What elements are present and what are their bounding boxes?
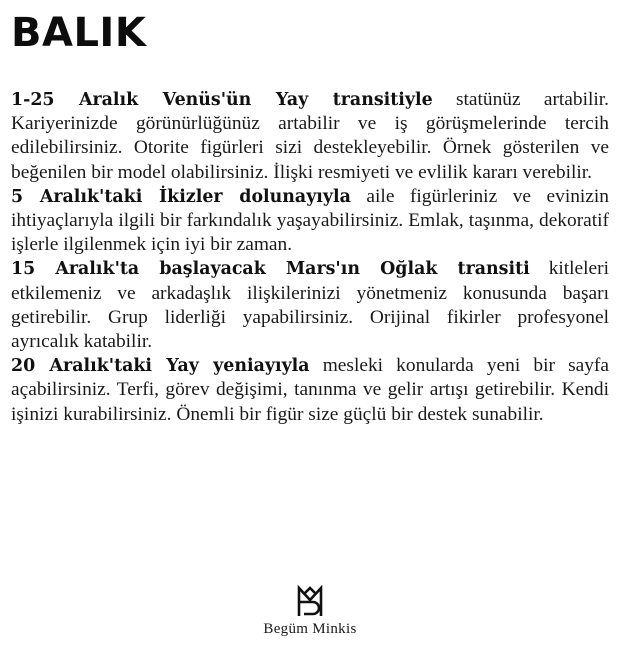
paragraph-venus-yay: [11, 88, 609, 185]
signature-block: [0, 585, 620, 638]
paragraph-yay-yeniay: [11, 354, 609, 427]
paragraph-text: mesleki konularda yeni bir sayfa açabilirsiniz. Terfi, görev değişimi, tanınma ve gelir artışı getirebilir. Kendi işinizi kurabilirsiniz. Önemli bir figür size güçlü bir destek sunabilir.: [11, 355, 609, 425]
paragraph-lead: 15 Aralık'ta başlayacak Mars'ın Oğlak transiti: [11, 259, 530, 280]
author-signature: Begüm Minkis: [263, 621, 357, 637]
paragraph-text: aile figürleriniz ve evinizin ihtiyaçlarıyla ilgili bir farkındalık yaşayabilirsiniz. Emlak, taşınma, dekoratif işlerle ilgilenmek için iyi bir zaman.: [11, 185, 609, 256]
paragraph-lead: 1-25 Aralık Venüs'ün Yay transitiyle: [11, 90, 433, 110]
paragraph-text: kitleleri etkilemeniz ve arkadaşlık ilişkilerinizi yönetmeniz konusunda başarı getirebilir. Grup liderliği yapabilirsiniz. Orijinal fikirler profesyonel ayrıcalık katabilir.: [11, 258, 609, 353]
paragraph-lead: 5 Aralık'taki İkizler dolunayıyla: [11, 186, 351, 207]
bm-monogram-icon: [295, 585, 325, 619]
paragraph-lead: 20 Aralık'taki Yay yeniayıyla: [11, 356, 310, 377]
article-body: [11, 88, 609, 427]
page-title: BALIK: [11, 10, 147, 56]
paragraph-text: statünüz artabilir. Kariyerinizde görünürlüğünüz artabilir ve iş görüşmelerinde tercih edilebilirsiniz. Otorite figürleri sizi destekleyebilir. Örnek gösterilen ve beğenilen bir model olabilirsiniz. İlişki resmiyeti ve evlilik kararı verebilir.: [11, 89, 610, 183]
paragraph-ikizler-dolunay: [11, 185, 609, 258]
paragraph-mars-oglak: [11, 257, 609, 354]
